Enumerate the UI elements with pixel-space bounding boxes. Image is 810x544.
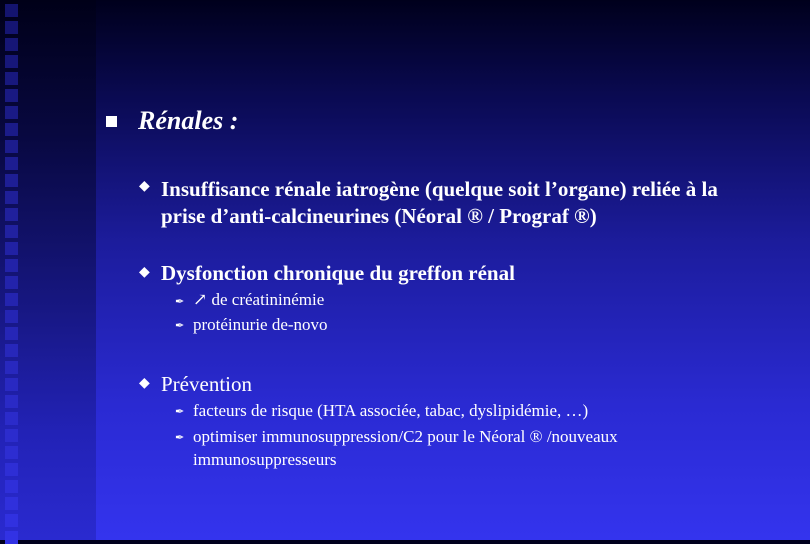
- pen-bullet-icon: ✒: [175, 432, 185, 444]
- decorative-square: [5, 140, 18, 153]
- increase-arrow-icon: ↗: [193, 290, 208, 309]
- item2-sub2: protéinurie de-novo: [193, 315, 328, 334]
- decorative-square: [5, 412, 18, 425]
- item3-sub2-line2: immunosuppresseurs: [193, 450, 337, 469]
- decorative-square: [5, 463, 18, 476]
- decorative-square: [5, 208, 18, 221]
- item2-sub1: [193, 288, 324, 312]
- item2-sub1-text: de créatininémie: [211, 290, 325, 309]
- decorative-square: [5, 293, 18, 306]
- decorative-square: [5, 531, 18, 544]
- item1-line1: Insuffisance rénale iatrogène (quelque soit l’organe) reliée à la: [161, 177, 718, 201]
- square-bullet-icon: [106, 116, 117, 127]
- decorative-square: [5, 446, 18, 459]
- decorative-square: [5, 514, 18, 527]
- decorative-square: [5, 259, 18, 272]
- diamond-bullet-icon: ◆: [139, 265, 150, 280]
- decorative-square: [5, 38, 18, 51]
- decorative-square: [5, 395, 18, 408]
- decorative-square: [5, 497, 18, 510]
- decorative-square: [5, 480, 18, 493]
- item3-label: Prévention: [161, 372, 252, 396]
- decorative-square: [5, 21, 18, 34]
- decorative-square: [5, 327, 18, 340]
- diamond-bullet-icon: ◆: [139, 376, 150, 391]
- decorative-square: [5, 361, 18, 374]
- decorative-square: [5, 276, 18, 289]
- decorative-square: [5, 4, 18, 17]
- square-column: [5, 0, 25, 540]
- decorative-square: [5, 157, 18, 170]
- decorative-square: [5, 89, 18, 102]
- decorative-side-strip: [0, 0, 96, 540]
- item2-label: Dysfonction chronique du greffon rénal: [161, 261, 515, 285]
- decorative-square: [5, 378, 18, 391]
- decorative-square: [5, 429, 18, 442]
- item1-line2: prise d’anti-calcineurines (Néoral ® / Prograf ®): [161, 204, 597, 228]
- decorative-square: [5, 123, 18, 136]
- decorative-square: [5, 55, 18, 68]
- decorative-square: [5, 344, 18, 357]
- decorative-square: [5, 191, 18, 204]
- decorative-square: [5, 242, 18, 255]
- decorative-square: [5, 174, 18, 187]
- decorative-square: [5, 310, 18, 323]
- decorative-square: [5, 225, 18, 238]
- item3-sub1: facteurs de risque (HTA associée, tabac, dyslipidémie, …): [193, 401, 589, 420]
- decorative-square: [5, 106, 18, 119]
- pen-bullet-icon: ✒: [175, 320, 185, 332]
- pen-bullet-icon: ✒: [175, 406, 185, 418]
- slide-title: Rénales :: [138, 106, 239, 135]
- item3-sub2-line1: optimiser immunosuppression/C2 pour le Néoral ® /nouveaux: [193, 427, 618, 446]
- pen-bullet-icon: ✒: [175, 296, 185, 308]
- diamond-bullet-icon: ◆: [139, 179, 150, 194]
- decorative-square: [5, 72, 18, 85]
